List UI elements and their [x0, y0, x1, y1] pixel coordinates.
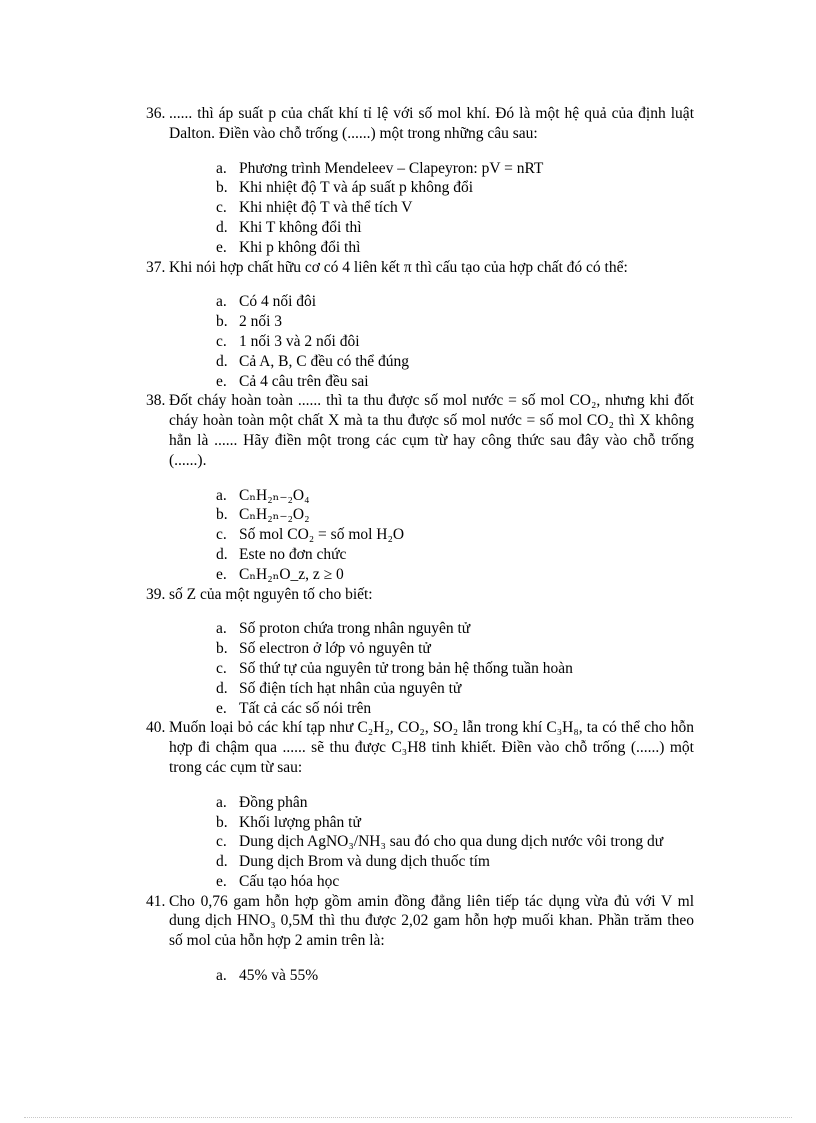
- option-letter: c.: [216, 526, 227, 544]
- option-text: Tất cả các số nói trên: [239, 699, 372, 717]
- question-37: [146, 258, 694, 392]
- option-letter: d.: [216, 545, 228, 563]
- option-e: [216, 699, 694, 719]
- option-letter: e.: [216, 372, 227, 390]
- options-list: [169, 159, 694, 258]
- option-a: [216, 966, 694, 986]
- options-list: [169, 619, 694, 718]
- option-letter: b.: [216, 813, 228, 831]
- option-text: Khi nhiệt độ T và áp suất p không đổi: [239, 179, 474, 197]
- option-text: Khi p không đổi thì: [239, 238, 361, 256]
- option-text: CₙH₂ₙ₋₂O₂: [239, 506, 310, 524]
- exam-page: [146, 104, 694, 986]
- option-text: Khối lượng phân tử: [239, 813, 361, 831]
- option-letter: b.: [216, 313, 228, 331]
- option-b: [216, 312, 694, 332]
- question-text: Đốt cháy hoàn toàn ...... thì ta thu được số mol nước = số mol CO₂, nhưng khi đốt cháy hoàn toàn một chất X mà ta thu được số mol nước = số mol CO₂ thì X không hẳn là ...... Hãy điền một trong các cụm từ hay công thức sau đây vào chỗ trống (......).: [169, 392, 694, 469]
- option-text: Số electron ở lớp vỏ nguyên tử: [239, 640, 431, 658]
- option-c: [216, 332, 694, 352]
- option-b: [216, 639, 694, 659]
- option-text: Có 4 nối đôi: [239, 293, 317, 311]
- option-text: Số điện tích hạt nhân của nguyên tử: [239, 679, 462, 697]
- option-letter: a.: [216, 967, 227, 985]
- option-letter: e.: [216, 872, 227, 890]
- question-text: số Z của một nguyên tố cho biết:: [169, 585, 373, 603]
- option-d: [216, 852, 694, 872]
- option-letter: d.: [216, 853, 228, 871]
- page-bottom-rule: [24, 1117, 792, 1118]
- question-41: [146, 892, 694, 986]
- option-text: Cả A, B, C đều có thể đúng: [239, 352, 410, 370]
- option-text: Dung dịch Brom và dung dịch thuốc tím: [239, 853, 490, 871]
- option-letter: c.: [216, 199, 227, 217]
- option-text: Số thứ tự của nguyên tử trong bản hệ thống tuần hoàn: [239, 659, 573, 677]
- question-number: 40.: [146, 719, 166, 737]
- option-text: CₙH₂ₙO_z, z ≥ 0: [239, 565, 344, 583]
- question-number: 39.: [146, 585, 166, 603]
- option-c: [216, 525, 694, 545]
- option-letter: b.: [216, 179, 228, 197]
- option-text: Khi T không đổi thì: [239, 218, 362, 236]
- option-a: [216, 292, 694, 312]
- option-text: CₙH₂ₙ₋₂O₄: [239, 486, 310, 504]
- option-letter: b.: [216, 640, 228, 658]
- option-text: Este no đơn chức: [239, 545, 347, 563]
- options-list: [169, 793, 694, 892]
- option-letter: a.: [216, 159, 227, 177]
- option-text: Số proton chứa trong nhân nguyên tử: [239, 620, 471, 638]
- option-letter: d.: [216, 352, 228, 370]
- option-c: [216, 659, 694, 679]
- option-e: [216, 238, 694, 258]
- option-d: [216, 352, 694, 372]
- question-number: 41.: [146, 892, 166, 910]
- option-text: Cấu tạo hóa học: [239, 872, 340, 890]
- option-text: Cả 4 câu trên đều sai: [239, 372, 369, 390]
- option-e: [216, 372, 694, 392]
- options-list: [169, 292, 694, 391]
- option-d: [216, 679, 694, 699]
- option-letter: e.: [216, 238, 227, 256]
- option-b: [216, 505, 694, 525]
- option-letter: e.: [216, 565, 227, 583]
- option-letter: c.: [216, 332, 227, 350]
- option-c: [216, 832, 694, 852]
- option-d: [216, 218, 694, 238]
- option-letter: d.: [216, 679, 228, 697]
- option-letter: b.: [216, 506, 228, 524]
- option-letter: c.: [216, 833, 227, 851]
- option-letter: e.: [216, 699, 227, 717]
- question-text: Muốn loại bỏ các khí tạp như C₂H₂, CO₂, SO₂ lẫn trong khí C₃H₈, ta có thể cho hỗn hợp đi chậm qua ...... sẽ thu được C₃H8 tinh khiết. Điền vào chỗ trống (......) một trong các cụm từ sau:: [169, 719, 694, 776]
- question-38: [146, 391, 694, 584]
- option-a: [216, 486, 694, 506]
- question-number: 37.: [146, 258, 166, 276]
- option-letter: a.: [216, 793, 227, 811]
- option-letter: a.: [216, 620, 227, 638]
- question-text: ...... thì áp suất p của chất khí tỉ lệ với số mol khí. Đó là một hệ quả của định luật Dalton. Điền vào chỗ trống (......) một trong những câu sau:: [169, 105, 694, 142]
- options-list: [169, 966, 694, 986]
- option-b: [216, 178, 694, 198]
- option-a: [216, 793, 694, 813]
- option-letter: d.: [216, 218, 228, 236]
- question-number: 36.: [146, 105, 166, 122]
- option-text: Số mol CO₂ = số mol H₂O: [239, 526, 405, 544]
- question-36: [146, 104, 694, 258]
- question-number: 38.: [146, 392, 166, 410]
- option-text: 2 nối 3: [239, 313, 283, 331]
- question-40: [146, 718, 694, 891]
- option-a: [216, 619, 694, 639]
- option-text: 45% và 55%: [239, 967, 319, 985]
- option-text: Phương trình Mendeleev – Clapeyron: pV = nRT: [239, 159, 544, 177]
- option-letter: c.: [216, 659, 227, 677]
- question-text: Cho 0,76 gam hỗn hợp gồm amin đồng đẳng liên tiếp tác dụng vừa đủ với V ml dung dịch HNO₃ 0,5M thì thu được 2,02 gam hỗn hợp muối khan. Phần trăm theo số mol của hỗn hợp 2 amin trên là:: [169, 892, 694, 950]
- option-letter: a.: [216, 293, 227, 311]
- option-e: [216, 565, 694, 585]
- options-list: [169, 486, 694, 585]
- option-d: [216, 545, 694, 565]
- option-text: Đồng phân: [239, 793, 308, 811]
- question-39: [146, 585, 694, 719]
- option-text: Khi nhiệt độ T và thể tích V: [239, 199, 413, 217]
- option-e: [216, 872, 694, 892]
- option-text: Dung dịch AgNO₃/NH₃ sau đó cho qua dung dịch nước vôi trong dư: [239, 833, 664, 851]
- option-a: [216, 159, 694, 179]
- option-c: [216, 198, 694, 218]
- option-letter: a.: [216, 486, 227, 504]
- option-b: [216, 813, 694, 833]
- option-text: 1 nối 3 và 2 nối đôi: [239, 332, 360, 350]
- question-text: Khi nói hợp chất hữu cơ có 4 liên kết π thì cấu tạo của hợp chất đó có thể:: [169, 258, 628, 276]
